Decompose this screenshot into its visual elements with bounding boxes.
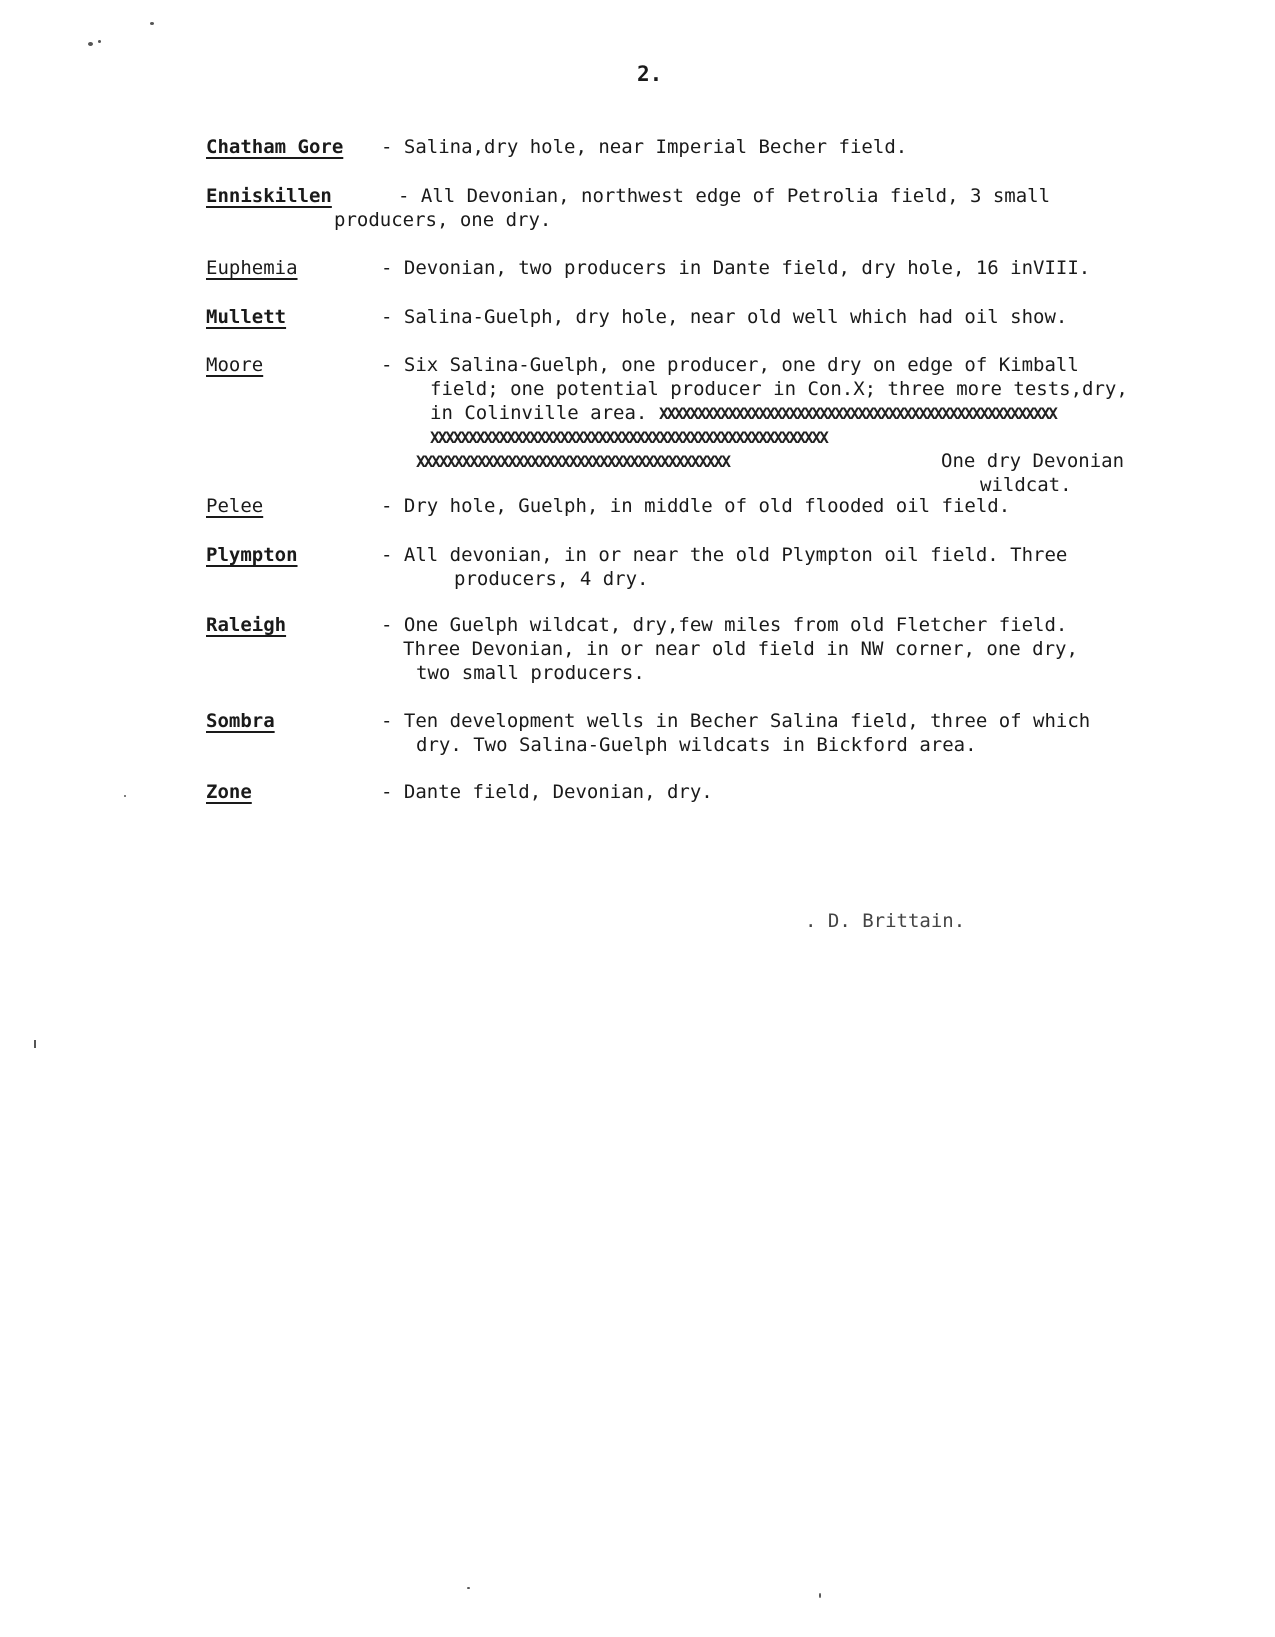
entry-text: - Salina-Guelph, dry hole, near old well which had oil show. xyxy=(381,306,1068,328)
entry-text: - Dry hole, Guelph, in middle of old flooded oil field. xyxy=(381,495,1011,517)
entry-text: - Dante field, Devonian, dry. xyxy=(381,781,713,803)
entry-text-continued: Three Devonian, in or near old field in NW corner, one dry, xyxy=(403,638,1078,660)
struck-out-text: XXXXXXXXXXXXXXXXXXXXXXXXXXXXXXXXXXXXXXXXXXXXXXXXXXXX xyxy=(430,428,827,447)
township-name: Zone xyxy=(206,781,252,803)
entry-text-continued: dry. Two Salina-Guelph wildcats in Bickford area. xyxy=(416,734,977,756)
entry-text-continued: One dry Devonian xyxy=(941,450,1125,472)
entry-text-continued: two small producers. xyxy=(416,662,645,684)
entry-text: - Ten development wells in Becher Salina field, three of which xyxy=(381,710,1091,732)
township-name: Euphemia xyxy=(206,257,298,279)
township-name: Plympton xyxy=(206,544,298,566)
entry-text-continued: field; one potential producer in Con.X; three more tests,dry, xyxy=(430,378,1128,400)
scan-speck xyxy=(34,1040,36,1048)
entry-text: - All devonian, in or near the old Plympton oil field. Three xyxy=(381,544,1068,566)
entry-text-continued: producers, one dry. xyxy=(334,209,552,231)
township-name: Enniskillen xyxy=(206,185,332,207)
entry-zone xyxy=(206,780,1186,880)
township-name: Mullett xyxy=(206,306,287,328)
scan-speck xyxy=(88,42,93,46)
struck-out-text: XXXXXXXXXXXXXXXXXXXXXXXXXXXXXXXXXXXXXXXXX xyxy=(416,452,729,471)
entry-text: - Devonian, two producers in Dante field, dry hole, 16 inVIII. xyxy=(381,257,1091,279)
scan-speck xyxy=(819,1593,821,1598)
entry-text: - All Devonian, northwest edge of Petrolia field, 3 small xyxy=(398,185,1051,207)
struck-out-text: XXXXXXXXXXXXXXXXXXXXXXXXXXXXXXXXXXXXXXXXXXXXXXXXXXXX xyxy=(659,404,1056,423)
entry-text: - One Guelph wildcat, dry,few miles from old Fletcher field. xyxy=(381,614,1068,636)
entry-text-continued: wildcat. xyxy=(980,474,1072,496)
township-name: Sombra xyxy=(206,710,275,732)
scan-speck xyxy=(150,22,154,25)
signature: . D. Brittain. xyxy=(805,910,966,932)
scan-speck xyxy=(98,40,101,43)
township-name: Raleigh xyxy=(206,614,287,636)
township-name: Moore xyxy=(206,354,264,376)
entry-text-continued: producers, 4 dry. xyxy=(454,568,649,590)
entry-text-continued: in Colinville area. xyxy=(430,402,648,424)
page-number: 2. xyxy=(637,62,663,86)
scan-speck xyxy=(124,795,126,797)
entry-text: - Salina,dry hole, near Imperial Becher field. xyxy=(381,136,908,158)
scan-speck xyxy=(467,1587,470,1589)
township-name: Chatham Gore xyxy=(206,136,344,158)
township-name: Pelee xyxy=(206,495,264,517)
entry-text: - Six Salina-Guelph, one producer, one dry on edge of Kimball xyxy=(381,354,1079,376)
